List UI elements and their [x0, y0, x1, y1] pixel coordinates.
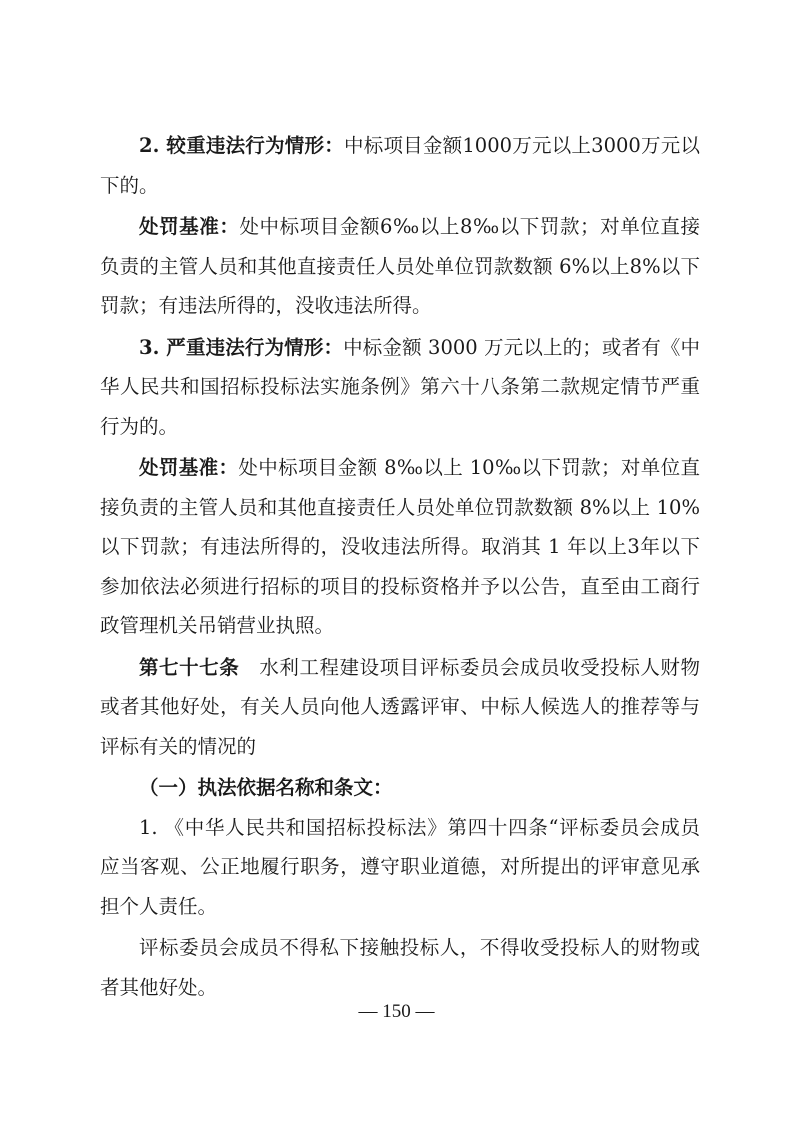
paragraph-heading: 处罚基准： [139, 215, 240, 238]
article-heading: 第七十七条 [139, 655, 240, 679]
legal-basis-item-1 [100, 808, 700, 927]
paragraph-heading: 3. 严重违法行为情形： [139, 335, 344, 359]
paragraph-penalty-standard [100, 448, 700, 646]
body-text [100, 126, 700, 1007]
paragraph-text: 处中标项目金额6‰以上8‰以下罚款；对单位直接负责的主管人员和其他直接责任人员处单位罚款数额 6%以上8%以下罚款；有违法所得的，没收违法所得。 [100, 215, 700, 317]
paragraph-serious-case [100, 126, 700, 205]
article-77 [100, 648, 700, 767]
article-text: 水利工程建设项目评标委员会成员收受投标人财物或者其他好处，有关人员向他人透露评审、中标人候选人的推荐等与评标有关的情况的 [100, 655, 700, 758]
page-number: — 150 — [358, 1001, 435, 1022]
paragraph-text: 中标项目金额1000万元以上3000万元以下的。 [100, 134, 700, 197]
paragraph-heading: 处罚基准： [139, 456, 239, 479]
legal-basis-continuation [100, 928, 700, 1007]
paragraph-text: 中标金额 3000 万元以上的；或者有《中华人民共和国招标投标法实施条例》第六十八条第二款规定情节严重行为的。 [100, 335, 700, 438]
section-title: （一）执法依据名称和条文： [139, 776, 393, 799]
paragraph-text: 处中标项目金额 8‰以上 10‰以下罚款；对单位直接负责的主管人员和其他直接责任人员处单位罚款数额 8%以上 10%以下罚款；有违法所得的，没收违法所得。取消其 1 年以上3年以下参加依法必须进行招标的项目的投标资格并予以公告，直至由工商行政管理机关吊销营业执照。 [100, 456, 700, 637]
paragraph-text: 1. 《中华人民共和国招标投标法》第四十四条“评标委员会成员应当客观、公正地履行职务，遵守职业道德，对所提出的评审意见承担个人责任。 [100, 815, 700, 918]
paragraph-severe-case [100, 328, 700, 447]
paragraph-heading: 2. 较重违法行为情形： [139, 134, 344, 157]
section-heading [100, 768, 700, 808]
paragraph-penalty-standard [100, 207, 700, 326]
paragraph-text: 评标委员会成员不得私下接触投标人，不得收受投标人的财物或者其他好处。 [100, 936, 700, 999]
